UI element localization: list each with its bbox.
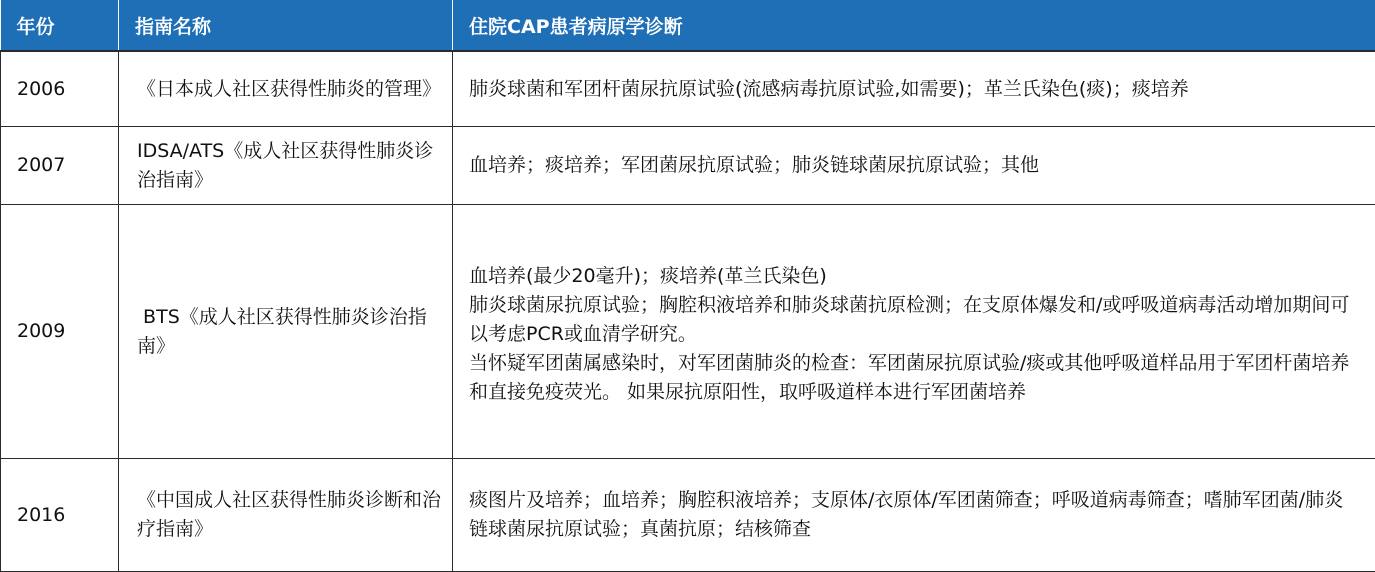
header-diagnosis: 住院CAP患者病原学诊断 [453, 0, 1375, 51]
year-cell: 2016 [1, 459, 119, 572]
guideline-name-cell: 《中国成人社区获得性肺炎诊断和治疗指南》 [119, 459, 453, 572]
diagnosis-line: 当怀疑军团菌属感染时，对军团菌肺炎的检查：军团菌尿抗原试验/痰或其他呼吸道样品用于军团杆菌培养和直接免疫荧光。 如果尿抗原阳性，取呼吸道样本进行军团菌培养 [469, 349, 1362, 407]
diagnosis-line: 血培养；痰培养；军团菌尿抗原试验；肺炎链球菌尿抗原试验；其他 [469, 151, 1362, 180]
diagnosis-cell [453, 205, 1375, 459]
table-body [1, 51, 1375, 572]
header-year: 年份 [1, 0, 119, 51]
diagnosis-line: 痰图片及培养；血培养；胸腔积液培养；支原体/衣原体/军团菌筛查；呼吸道病毒筛查；嗜肺军团菌/肺炎链球菌尿抗原试验；真菌抗原；结核筛查 [469, 486, 1362, 544]
guideline-name-cell: IDSA/ATS《成人社区获得性肺炎诊治指南》 [119, 127, 453, 205]
diagnosis-cell [453, 127, 1375, 205]
table-row [1, 205, 1375, 459]
diagnosis-cell [453, 51, 1375, 127]
header-guideline-name: 指南名称 [119, 0, 453, 51]
header-row [1, 0, 1375, 51]
table-row [1, 459, 1375, 572]
year-cell: 2007 [1, 127, 119, 205]
diagnosis-line: 肺炎球菌尿抗原试验；胸腔积液培养和肺炎球菌抗原检测；在支原体爆发和/或呼吸道病毒活动增加期间可以考虑PCR或血清学研究。 [469, 291, 1362, 349]
diagnosis-line: 肺炎球菌和军团杆菌尿抗原试验(流感病毒抗原试验,如需要)；革兰氏染色(痰)；痰培养 [469, 75, 1362, 104]
guideline-name-cell: 《日本成人社区获得性肺炎的管理》 [119, 51, 453, 127]
table-header [1, 0, 1375, 51]
year-cell: 2009 [1, 205, 119, 459]
guideline-name-cell: BTS《成人社区获得性肺炎诊治指南》 [119, 205, 453, 459]
table-row [1, 127, 1375, 205]
diagnosis-line: 血培养(最少20毫升)；痰培养(革兰氏染色) [469, 262, 1362, 291]
diagnosis-cell [453, 459, 1375, 572]
table-row [1, 51, 1375, 127]
year-cell: 2006 [1, 51, 119, 127]
